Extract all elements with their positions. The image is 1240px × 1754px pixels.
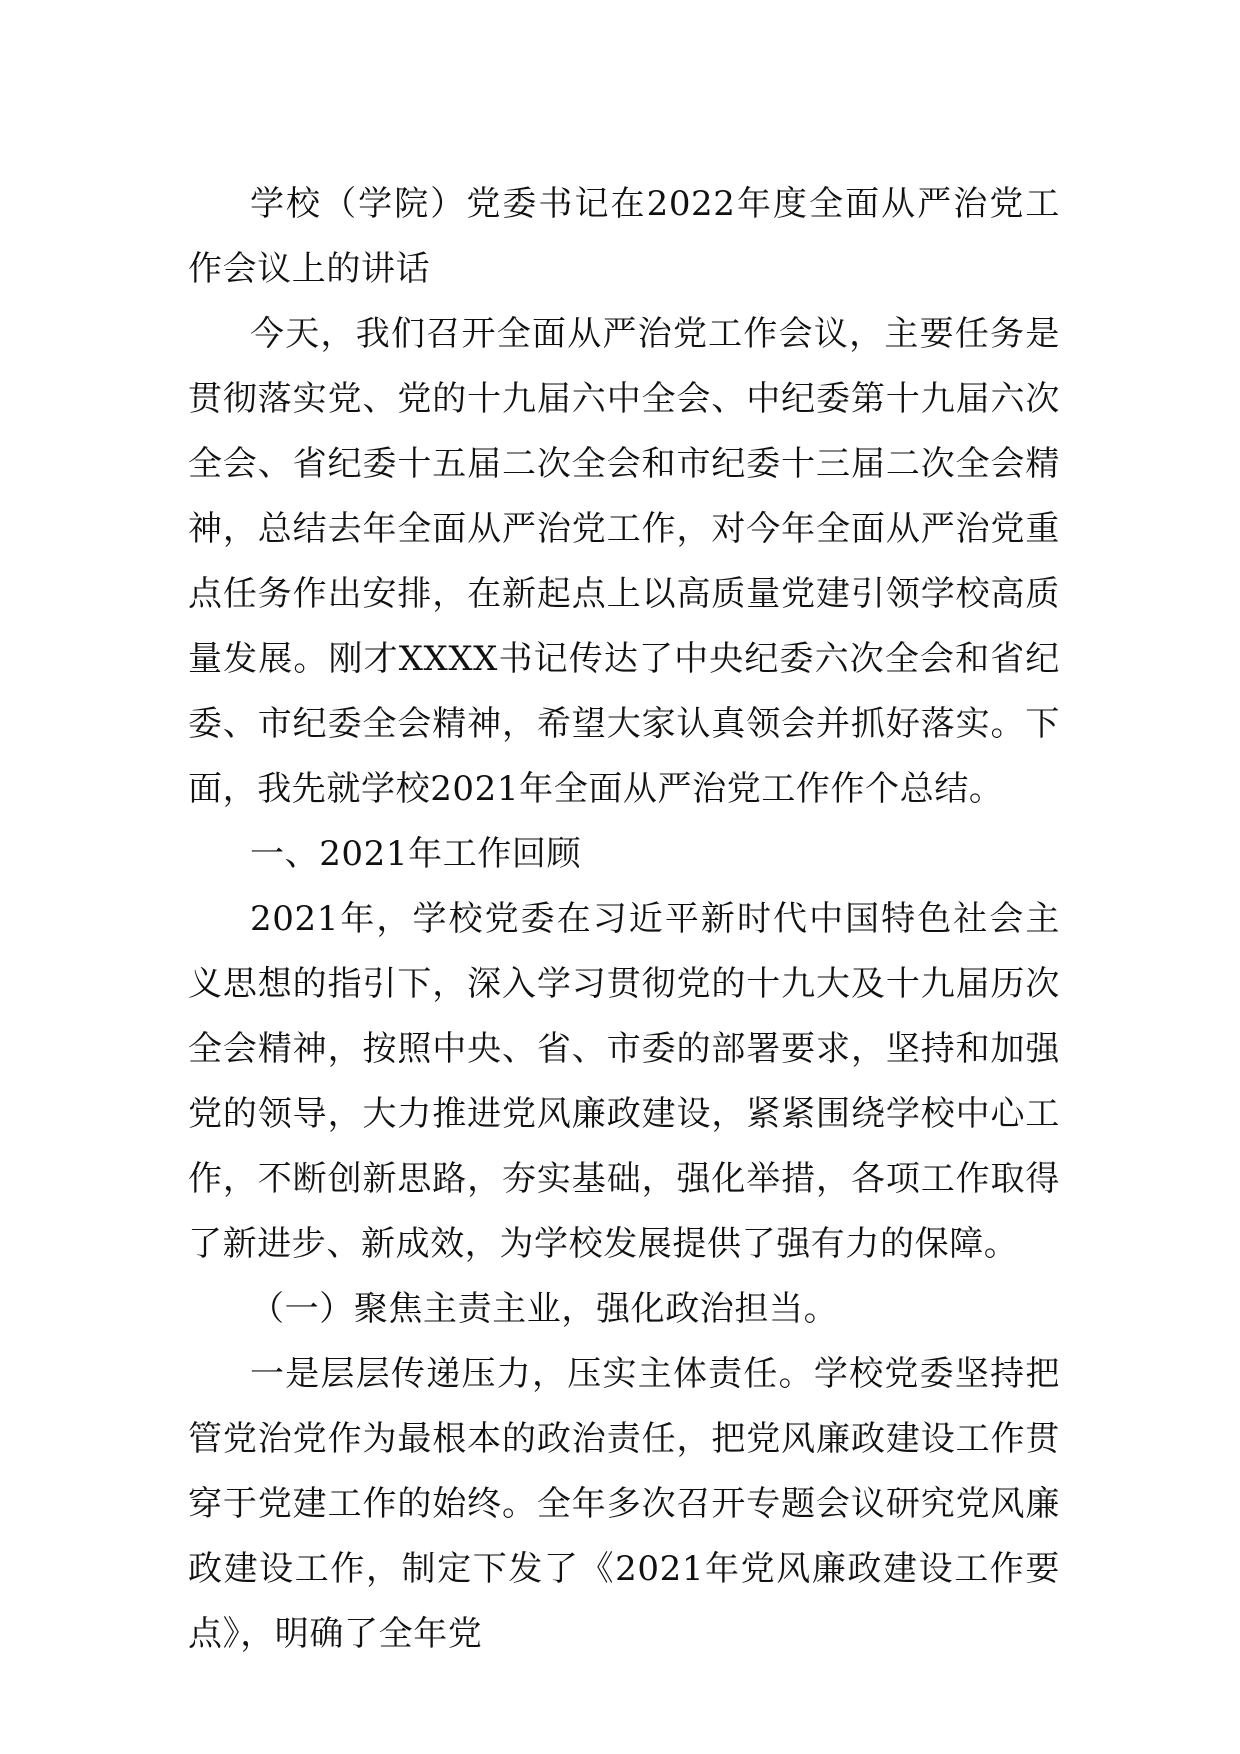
paragraph-review-summary: 2021年，学校党委在习近平新时代中国特色社会主义思想的指引下，深入学习贯彻党的十九大及十九届历次全会精神，按照中央、省、市委的部署要求，坚持和加强党的领导，大力推进党风廉政建设，紧紧围绕学校中心工作，不断创新思路，夯实基础，强化举措，各项工作取得了新进步、新成效，为学校发展提供了强有力的保障。 bbox=[188, 899, 1060, 1264]
paragraph-opening: 今天，我们召开全面从严治党工作会议，主要任务是贯彻落实党、党的十九届六中全会、中纪委第十九届六次全会、省纪委十五届二次全会和市纪委十三届二次全会精神，总结去年全面从严治党工作，对今年全面从严治党重点任务作出安排，在新起点上以高质量党建引领学校高质量发展。刚才XXXX书记传达了中央纪委六次全会和省纪委、市纪委全会精神，希望大家认真领会并抓好落实。下面，我先就学校2021年全面从严治党工作作个总结。 bbox=[188, 314, 1060, 809]
subsection-heading-1: （一）聚焦主责主业，强化政治担当。 bbox=[250, 1289, 839, 1329]
document-title: 学校（学院）党委书记在2022年度全面从严治党工作会议上的讲话 bbox=[188, 184, 1060, 289]
section-heading-review: 一、2021年工作回顾 bbox=[250, 834, 582, 874]
document-body bbox=[188, 172, 1060, 1667]
paragraph-responsibility: 一是层层传递压力，压实主体责任。学校党委坚持把管党治党作为最根本的政治责任，把党风廉政建设工作贯穿于党建工作的始终。全年多次召开专题会议研究党风廉政建设工作，制定下发了《2021年党风廉政建设工作要点》，明确了全年党 bbox=[188, 1354, 1060, 1654]
